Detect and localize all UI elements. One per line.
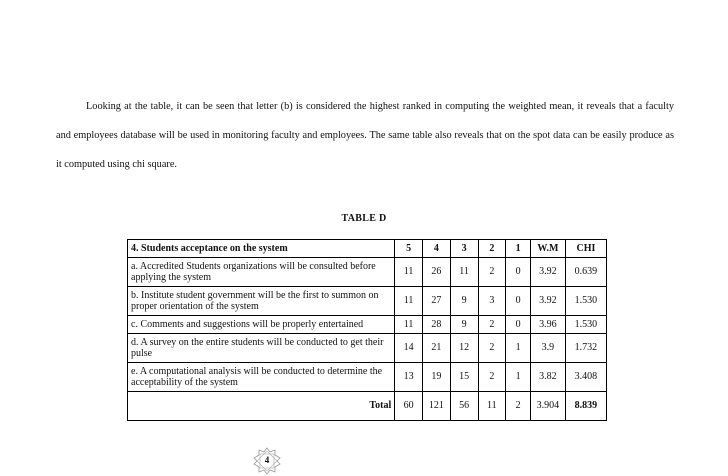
- table-cell: a. Accredited Students organizations will be consulted before applying the system: [128, 258, 395, 287]
- page-number-text: 4: [264, 455, 270, 465]
- table-cell: 12: [450, 334, 478, 363]
- table-cell: 8.839: [565, 392, 606, 421]
- table-cell: b. Institute student government will be the first to summon on proper orientation of the system: [128, 287, 395, 316]
- table-cell: 1: [506, 363, 531, 392]
- table-cell: 0.639: [565, 258, 606, 287]
- table-cell: 9: [450, 287, 478, 316]
- header-cell: 5: [395, 240, 423, 258]
- table-cell: 3.96: [530, 316, 565, 334]
- table-cell: 19: [423, 363, 451, 392]
- table-total-row: [128, 392, 607, 421]
- table-cell: 9: [450, 316, 478, 334]
- table-cell: 56: [450, 392, 478, 421]
- table-cell: 2: [478, 258, 506, 287]
- total-label: Total: [128, 392, 395, 421]
- table-cell: 2: [478, 316, 506, 334]
- table-row: [128, 258, 607, 287]
- body-paragraph: Looking at the table, it can be seen that letter (b) is considered the highest ranked in computing the weighted mean, it reveals that a faculty and employees database will be used in monitoring faculty and employees. The same table also reveals that on the spot data can be easily produce as it computed using chi square.: [56, 101, 674, 170]
- table-cell: 11: [395, 316, 423, 334]
- table-cell: e. A computational analysis will be conducted to determine the acceptability of the system: [128, 363, 395, 392]
- table-row: [128, 316, 607, 334]
- table-cell: 27: [423, 287, 451, 316]
- table-cell: 3.82: [530, 363, 565, 392]
- table-cell: 11: [395, 287, 423, 316]
- table-cell: 0: [506, 316, 531, 334]
- table-cell: c. Comments and suggestions will be properly entertained: [128, 316, 395, 334]
- page-number: [253, 447, 281, 475]
- table-cell: 2: [506, 392, 531, 421]
- table-cell: 60: [395, 392, 423, 421]
- table-cell: 1: [506, 334, 531, 363]
- table-caption: TABLE D: [341, 213, 387, 224]
- header-cell: CHI: [565, 240, 606, 258]
- table-cell: 0: [506, 287, 531, 316]
- table-row: [128, 363, 607, 392]
- header-cell: W.M: [530, 240, 565, 258]
- header-cell: 1: [506, 240, 531, 258]
- table-cell: 2: [478, 334, 506, 363]
- survey-table: [127, 239, 607, 421]
- table-cell: 1.530: [565, 287, 606, 316]
- table-cell: 11: [450, 258, 478, 287]
- table-cell: 3.408: [565, 363, 606, 392]
- table-cell: 1.732: [565, 334, 606, 363]
- table-cell: 3.904: [530, 392, 565, 421]
- table-cell: 26: [423, 258, 451, 287]
- table-cell: 14: [395, 334, 423, 363]
- table-cell: 0: [506, 258, 531, 287]
- header-cell: 3: [450, 240, 478, 258]
- table-cell: 121: [423, 392, 451, 421]
- table-cell: d. A survey on the entire students will be conducted to get their pulse: [128, 334, 395, 363]
- header-cell: 2: [478, 240, 506, 258]
- table-cell: 15: [450, 363, 478, 392]
- table-cell: 28: [423, 316, 451, 334]
- table-cell: 11: [395, 258, 423, 287]
- table-cell: 21: [423, 334, 451, 363]
- table-cell: 3.92: [530, 258, 565, 287]
- table-cell: 11: [478, 392, 506, 421]
- table-cell: 3: [478, 287, 506, 316]
- table-header-row: [128, 240, 607, 258]
- header-cell: 4: [423, 240, 451, 258]
- table-cell: 3.9: [530, 334, 565, 363]
- table-row: [128, 287, 607, 316]
- table-row: [128, 334, 607, 363]
- table-cell: 13: [395, 363, 423, 392]
- table-cell: 3.92: [530, 287, 565, 316]
- table-cell: 1.530: [565, 316, 606, 334]
- header-cell: 4. Students acceptance on the system: [128, 240, 395, 258]
- table-cell: 2: [478, 363, 506, 392]
